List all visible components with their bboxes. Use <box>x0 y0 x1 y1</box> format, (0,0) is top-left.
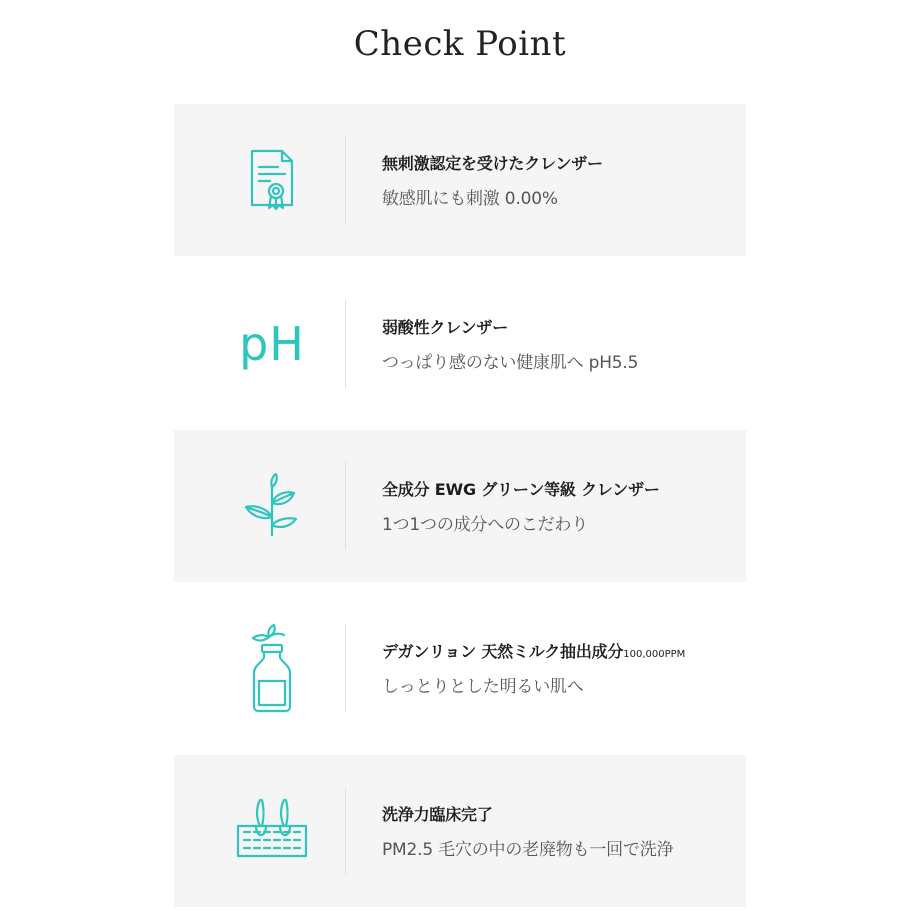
card-heading-main: デガンリョン 天然ミルク抽出成分 <box>382 642 624 661</box>
card-heading: 全成分 EWG グリーン等級 クレンザー <box>382 480 660 499</box>
check-point-card <box>174 755 746 907</box>
certificate-icon <box>224 140 320 220</box>
card-divider <box>345 787 346 875</box>
check-point-card <box>174 430 746 582</box>
plant-icon <box>224 466 320 546</box>
check-point-card <box>174 268 746 420</box>
card-subtext: PM2.5 毛穴の中の老廃物も一回で洗浄 <box>382 840 674 860</box>
check-point-card <box>174 592 746 744</box>
card-heading: 無刺激認定を受けたクレンザー <box>382 154 603 173</box>
ph-icon-text: pH <box>239 317 305 371</box>
card-heading <box>382 639 685 662</box>
page-title: Check Point <box>353 24 567 64</box>
card-subtext: しっとりとした明るい肌へ <box>382 677 584 697</box>
card-divider <box>345 136 346 224</box>
card-divider <box>345 462 346 550</box>
card-subtext: 敏感肌にも刺激 0.00% <box>382 189 558 209</box>
card-heading: 洗浄力臨床完了 <box>382 805 493 824</box>
skin-pore-icon <box>224 791 320 871</box>
card-heading: 弱酸性クレンザー <box>382 318 509 337</box>
card-subtext: つっぱり感のない健康肌へ pH5.5 <box>382 353 639 373</box>
card-divider <box>345 624 346 712</box>
milk-bottle-icon <box>224 628 320 708</box>
card-subtext: 1つ1つの成分へのこだわり <box>382 515 589 535</box>
check-point-card <box>174 104 746 256</box>
card-heading-note: 100,000PPM <box>623 649 686 660</box>
ph-icon <box>224 304 320 384</box>
card-divider <box>345 300 346 388</box>
